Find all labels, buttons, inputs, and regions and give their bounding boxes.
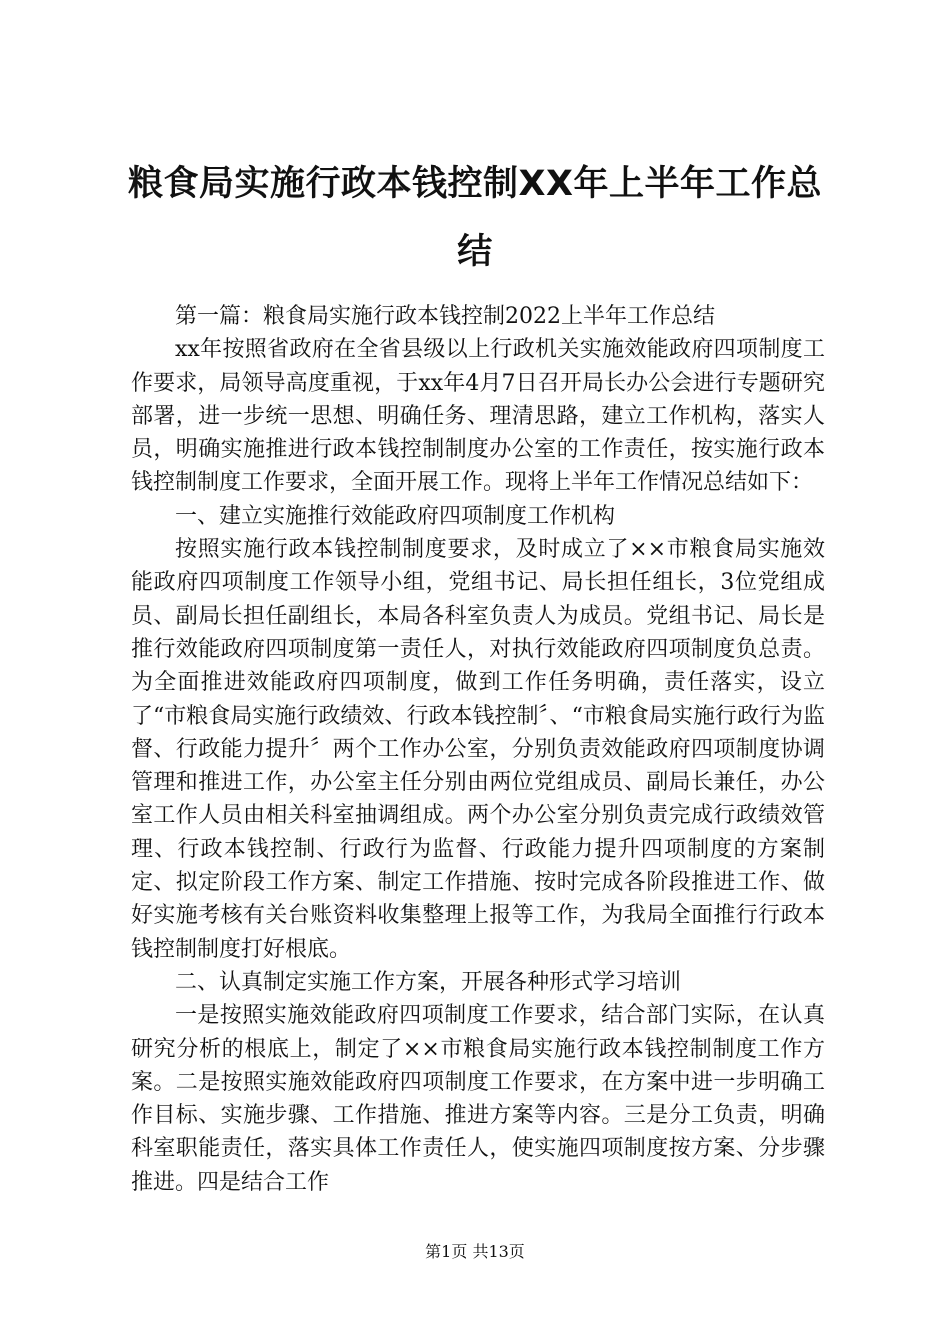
document-title: 粮食局实施行政本钱控制XX年上半年工作总结 [128, 164, 822, 272]
paragraph-section-2: 一是按照实施效能政府四项制度工作要求，结合部门实际，在认真研究分析的根底上，制定了××市粮食局实施行政本钱控制制度工作方案。二是按照实施效能政府四项制度工作要求，在方案中进一步明确工作目标、实施步骤、工作措施、推进方案等内容。三是分工负责，明确科室职能责任，落实具体工作责任人，使实施四项制度按方案、分步骤推进。四是结合工作 [131, 1003, 825, 1195]
paragraph-intro: xx年按照省政府在全省县级以上行政机关实施效能政府四项制度工作要求，局领导高度重视，于xx年4月7日召开局长办公会进行专题研究部署，进一步统一思想、明确任务、理清思路，建立工作机构，落实人员，明确实施推进行政本钱控制制度办公室的工作责任，按实施行政本钱控制制度工作要求，全面开展工作。现将上半年工作情况总结如下： [131, 337, 825, 496]
page-footer: 第1页 共13页 [425, 1242, 525, 1261]
document-body [131, 300, 825, 1199]
section-heading-1: 一、建立实施推行效能政府四项制度工作机构 [175, 503, 616, 529]
paragraph-section-1: 按照实施行政本钱控制制度要求，及时成立了××市粮食局实施效能政府四项制度工作领导小组，党组书记、局长担任组长，3位党组成员、副局长担任副组长，本局各科室负责人为成员。党组书记、局长是推行效能政府四项制度第一责任人，对执行效能政府四项制度负总责。为全面推进效能政府四项制度，做到工作任务明确，责任落实，设立了“市粮食局实施行政绩效、行政本钱控制〞、“市粮食局实施行政行为监督、行政能力提升〞两个工作办公室，分别负责效能政府四项制度协调管理和推进工作，办公室主任分别由两位党组成员、副局长兼任，办公室工作人员由相关科室抽调组成。两个办公室分别负责完成行政绩效管理、行政本钱控制、行政行为监督、行政能力提升四项制度的方案制定、拟定阶段工作方案、制定工作措施、按时完成各阶段推进工作、做好实施考核有关台账资料收集整理上报等工作，为我局全面推行行政本钱控制制度打好根底。 [131, 537, 825, 962]
section-heading-2: 二、认真制定实施工作方案，开展各种形式学习培训 [175, 969, 682, 995]
paragraph-chapter-heading: 第一篇：粮食局实施行政本钱控制2022上半年工作总结 [175, 304, 715, 329]
